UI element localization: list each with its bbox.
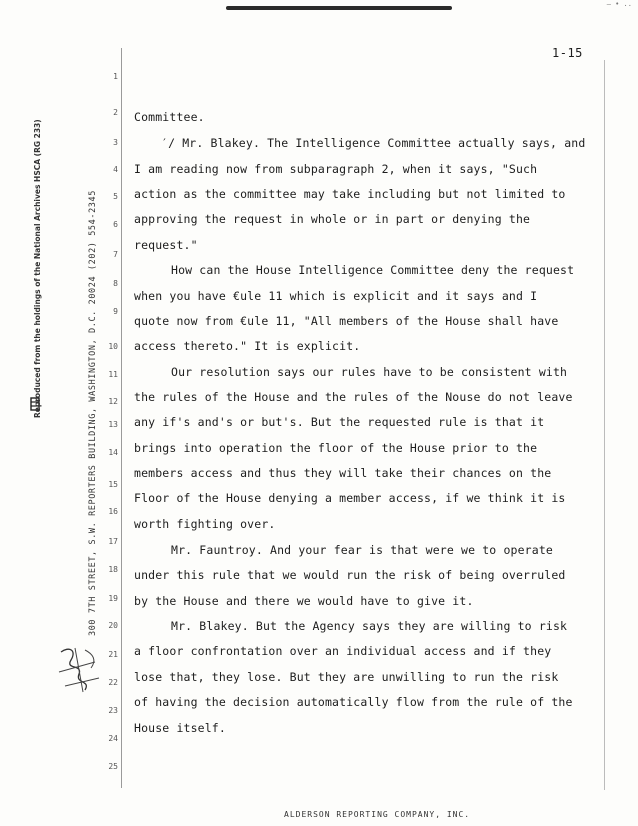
transcript-line: under this rule that we would run the risk of being overruled: [134, 568, 566, 582]
line-number: 22: [108, 678, 118, 687]
transcript-line: I am reading now from subparagraph 2, when it says, "Such: [134, 162, 538, 176]
line-number: 10: [108, 342, 118, 351]
transcript-line: Mr. Blakey. But the Agency says they are willing to risk: [171, 619, 568, 633]
line-number: 13: [108, 420, 118, 429]
transcript-line: lose that, they lose. But they are unwilling to run the risk: [134, 670, 559, 684]
line-number: 14: [108, 448, 118, 457]
reporting-company-footer: ALDERSON REPORTING COMPANY, INC.: [284, 810, 471, 819]
line-number: 5: [113, 192, 118, 201]
transcript-line: How can the House Intelligence Committee deny the request: [171, 263, 575, 277]
transcript-line: worth fighting over.: [134, 517, 276, 531]
transcript-line: Committee.: [134, 110, 205, 124]
line-number: 20: [108, 621, 118, 630]
transcript-line: request.": [134, 238, 198, 252]
line-number: 4: [113, 165, 118, 174]
line-number: 21: [108, 650, 118, 659]
line-number: 1: [113, 72, 118, 81]
line-number: 2: [113, 108, 118, 117]
line-number: 16: [108, 507, 118, 516]
transcript-line: House itself.: [134, 721, 226, 735]
right-margin-rule: [604, 60, 605, 790]
transcript-line: Mr. Fauntroy. And your fear is that were we to operate: [171, 543, 553, 557]
line-number: 15: [108, 480, 118, 489]
line-number: 25: [108, 762, 118, 771]
top-edge-bar: [226, 6, 452, 10]
line-number: 8: [113, 279, 118, 288]
handwritten-initials-icon: [55, 642, 105, 697]
transcript-line: when you have €ule 11 which is explicit and it says and I: [134, 289, 538, 303]
page-number: 1-15: [552, 46, 583, 60]
line-number: 7: [113, 250, 118, 259]
transcript-line: approving the request in whole or in part or denying the: [134, 212, 531, 226]
left-margin-rule: [121, 48, 122, 788]
line-number: 6: [113, 220, 118, 229]
line-number: 19: [108, 594, 118, 603]
transcript-line: access thereto." It is explicit.: [134, 339, 361, 353]
transcript-line: brings into operation the floor of the House prior to the: [134, 441, 538, 455]
transcript-line: of having the decision automatically flow from the rule of the: [134, 695, 573, 709]
transcript-line: quote now from €ule 11, "All members of the House shall have: [134, 314, 559, 328]
line-number: 17: [108, 537, 118, 546]
transcript-line: members access and thus they will take their chances on the: [134, 466, 552, 480]
top-corner-mark: — • ..: [606, 0, 632, 8]
line-number: 18: [108, 565, 118, 574]
transcript-line: Floor of the House denying a member access, if we think it is: [134, 491, 566, 505]
transcript-line: by the House and there we would have to give it.: [134, 594, 474, 608]
line-number: 9: [113, 307, 118, 316]
transcript-line: Our resolution says our rules have to be consistent with: [171, 365, 568, 379]
line-number: 11: [108, 370, 118, 379]
transcript-line: action as the committee may take including but not limited to: [134, 187, 566, 201]
transcript-line: a floor confrontation over an individual access and if they: [134, 644, 552, 658]
transcript-line: the rules of the House and the rules of the Nouse do not leave: [134, 390, 573, 404]
transcript-line: any if's and's or but's. But the requested rule is that it: [134, 415, 545, 429]
reporter-address: 300 7TH STREET, S.W. REPORTERS BUILDING, WASHINGTON, D.C. 20024 (202) 554-2345: [88, 190, 98, 636]
line-number: 3: [113, 138, 118, 147]
transcript-line: ′/ Mr. Blakey. The Intelligence Committee actually says, and: [161, 136, 586, 150]
line-number: 12: [108, 397, 118, 406]
line-number: 23: [108, 706, 118, 715]
line-number: 24: [108, 734, 118, 743]
archive-note: Reproduced from the holdings of the National Archives HSCA (RG 233): [33, 119, 42, 418]
